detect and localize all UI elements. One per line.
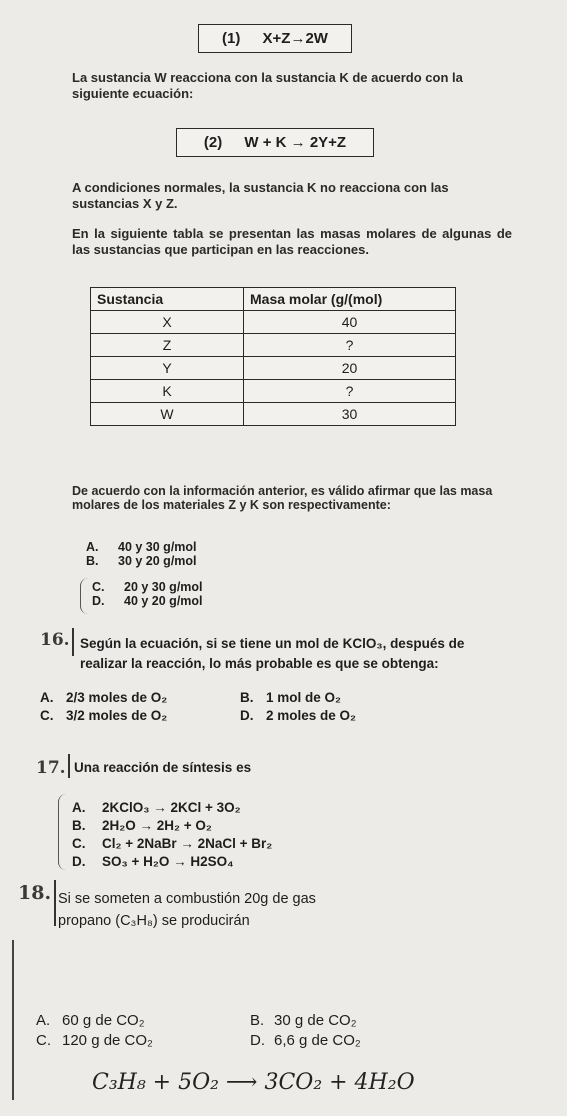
table-cell: Z — [91, 334, 244, 357]
question-15-text: De acuerdo con la información anterior, es válido afirmar que las masa molares de los materiales Z y K son respectivamente: — [72, 484, 493, 512]
option-letter: C. — [92, 580, 105, 594]
equation-1-box — [198, 24, 352, 53]
q17-option-d[interactable] — [72, 854, 234, 869]
q17-option-b[interactable] — [72, 818, 212, 833]
intro-paragraph-2: A condiciones normales, la sustancia K no reacciona con las sustancias X y Z. — [72, 180, 449, 211]
option-text: 3/2 moles de O₂ — [66, 708, 168, 723]
table-cell: K — [91, 380, 244, 403]
equation-2-box — [176, 128, 374, 157]
table-row — [91, 380, 456, 403]
equation-2-text: W + K → 2Y+Z — [244, 134, 347, 151]
molar-mass-table — [90, 287, 456, 426]
option-letter: D. — [92, 594, 105, 608]
table-cell: X — [91, 311, 244, 334]
q17-options-bracket — [58, 794, 69, 870]
q18-option-c[interactable] — [36, 1032, 153, 1049]
option-text: 2H₂O → 2H₂ + O₂ — [102, 818, 212, 833]
option-letter: C. — [40, 708, 54, 723]
option-text: 2 moles de O₂ — [266, 708, 357, 723]
option-text: 40 y 20 g/mol — [124, 594, 203, 608]
q17-option-c[interactable] — [72, 836, 272, 851]
q15-option-b[interactable] — [86, 554, 197, 568]
option-text: 1 mol de O₂ — [266, 690, 342, 705]
answer-mark-bracket — [80, 578, 89, 614]
question-17-text: Una reacción de síntesis es — [74, 760, 252, 775]
question-16-text: Según la ecuación, si se tiene un mol de KClO₃, después de realizar la reacción, lo más probable es que se obtenga: — [80, 636, 465, 671]
option-letter: B. — [86, 554, 99, 568]
q16-option-d[interactable] — [240, 708, 356, 723]
option-letter: C. — [72, 836, 86, 851]
q17-option-a[interactable] — [72, 800, 241, 815]
question-18-text: Si se someten a combustión 20g de gas propano (C₃H₈) se producirán — [58, 891, 316, 929]
question-16-bracket — [72, 628, 74, 656]
option-text: 120 g de CO₂ — [62, 1032, 153, 1049]
q16-option-c[interactable] — [40, 708, 167, 723]
q18-option-d[interactable] — [250, 1032, 361, 1049]
q18-option-b[interactable] — [250, 1012, 357, 1029]
option-letter: D. — [250, 1032, 265, 1049]
table-cell: 30 — [244, 403, 456, 426]
intro-paragraph-1: La sustancia W reacciona con la sustancia K de acuerdo con la siguiente ecuación: — [72, 70, 463, 101]
table-header-molar-mass: Masa molar (g/(mol) — [244, 288, 456, 311]
equation-2-number: (2) — [203, 134, 223, 151]
table-cell: ? — [244, 380, 456, 403]
question-17-bracket — [68, 754, 70, 778]
table-cell: ? — [244, 334, 456, 357]
option-text: 30 y 20 g/mol — [118, 554, 197, 568]
option-letter: B. — [240, 690, 254, 705]
option-text: Cl₂ + 2NaBr → 2NaCl + Br₂ — [102, 836, 273, 851]
q18-option-a[interactable] — [36, 1012, 145, 1029]
question-18-bracket — [54, 880, 56, 926]
option-letter: A. — [40, 690, 54, 705]
option-letter: A. — [36, 1012, 51, 1029]
q15-option-c[interactable] — [92, 580, 203, 594]
option-text: 40 y 30 g/mol — [118, 540, 197, 554]
option-text: 2/3 moles de O₂ — [66, 690, 168, 705]
q16-option-b[interactable] — [240, 690, 341, 705]
option-letter: A. — [86, 540, 99, 554]
option-text: 2KClO₃ → 2KCl + 3O₂ — [102, 800, 241, 815]
option-text: 20 y 30 g/mol — [124, 580, 203, 594]
table-header-substance: Sustancia — [91, 288, 244, 311]
question-17-number: 17. — [36, 758, 66, 778]
option-text: SO₃ + H₂O → H2SO₄ — [102, 854, 234, 869]
option-text: 6,6 g de CO₂ — [274, 1032, 361, 1049]
q15-option-a[interactable] — [86, 540, 197, 554]
table-header-row — [91, 288, 456, 311]
question-18-number: 18. — [18, 882, 52, 904]
option-text: 60 g de CO₂ — [62, 1012, 145, 1029]
option-letter: B. — [72, 818, 86, 833]
option-letter: D. — [240, 708, 254, 723]
equation-1-text: X+Z→2W — [262, 30, 328, 47]
option-letter: B. — [250, 1012, 265, 1029]
handwritten-equation: C₃H₈ + 5O₂ ⟶ 3CO₂ + 4H₂O — [92, 1070, 415, 1095]
equation-1-number: (1) — [222, 30, 241, 47]
q16-option-a[interactable] — [40, 690, 167, 705]
option-letter: A. — [72, 800, 86, 815]
option-letter: C. — [36, 1032, 51, 1049]
question-16-number: 16. — [40, 630, 70, 650]
intro-paragraph-3: En la siguiente tabla se presentan las masas molares de algunas de las sustancias que participan en las reacciones. — [72, 226, 512, 257]
table-cell: Y — [91, 357, 244, 380]
table-cell: 40 — [244, 311, 456, 334]
table-row — [91, 403, 456, 426]
table-row — [91, 357, 456, 380]
option-text: 30 g de CO₂ — [274, 1012, 357, 1029]
table-cell: 20 — [244, 357, 456, 380]
option-letter: D. — [72, 854, 86, 869]
table-row — [91, 334, 456, 357]
table-cell: W — [91, 403, 244, 426]
q15-option-d[interactable] — [92, 594, 203, 608]
question-18-long-bracket — [12, 940, 14, 1100]
table-row — [91, 311, 456, 334]
